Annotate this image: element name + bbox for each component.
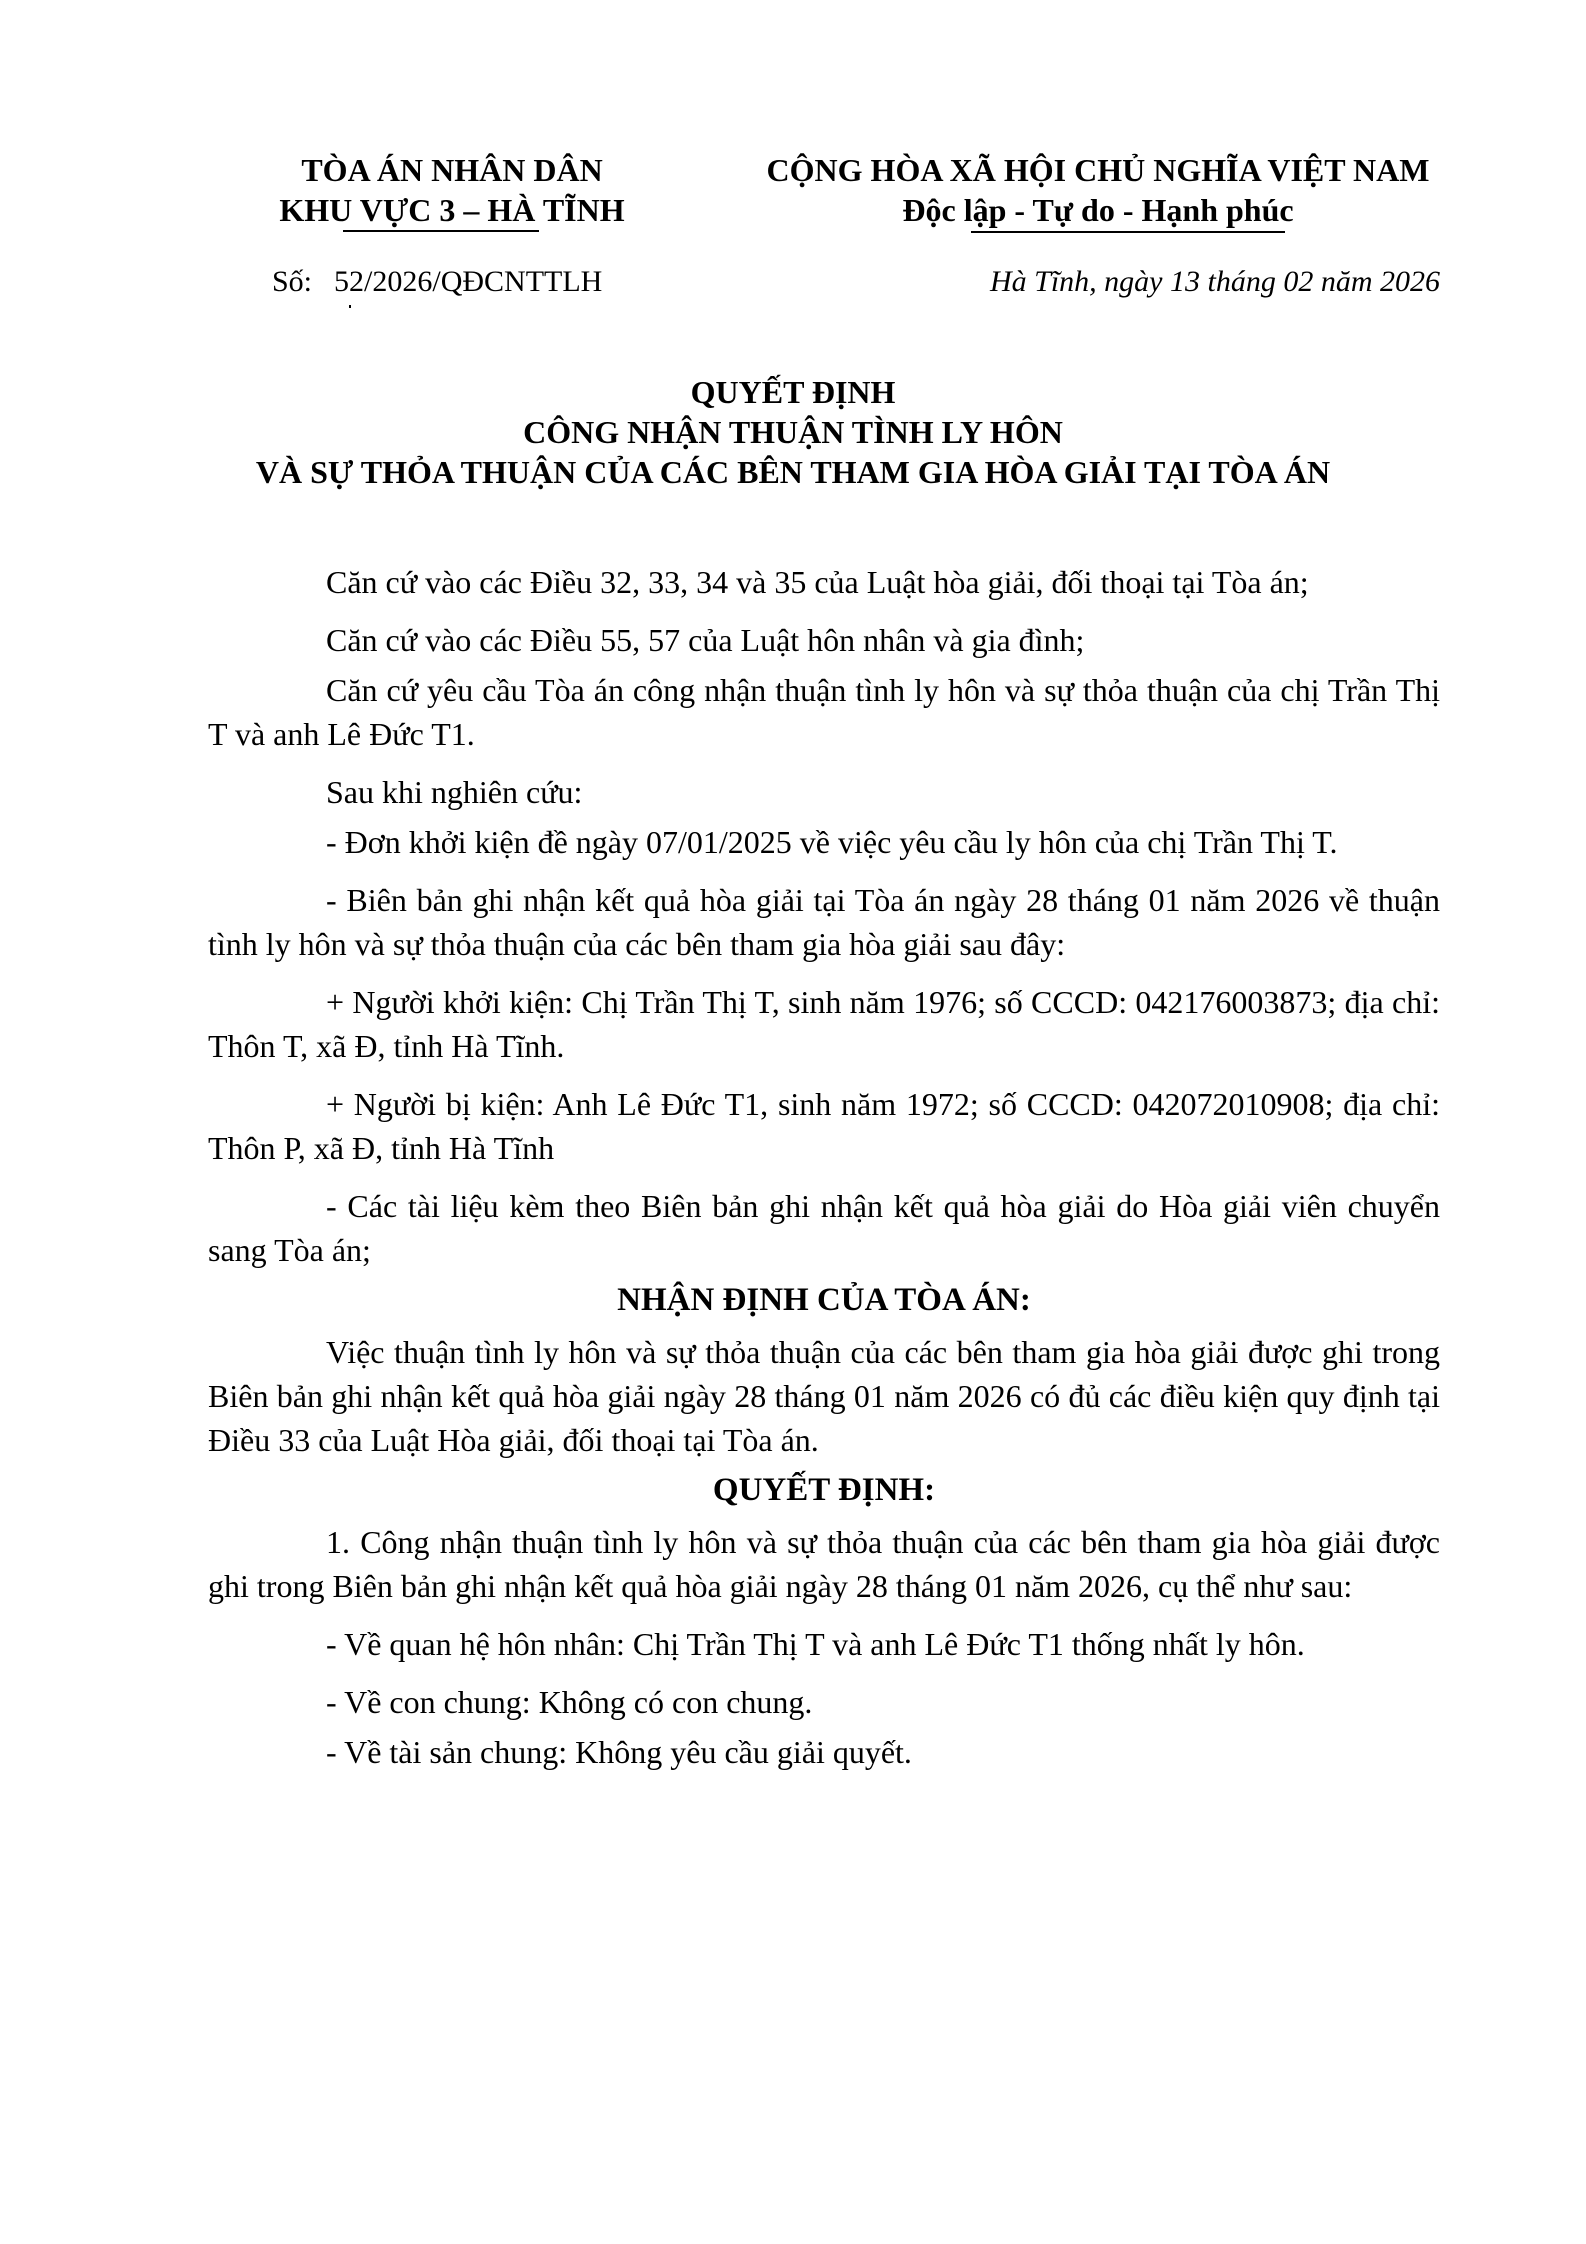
document-number [272,262,602,302]
document-number-value: 52/2026/QĐCNTTLH [334,265,603,298]
legal-basis-2: Căn cứ vào các Điều 55, 57 của Luật hôn nhân và gia đình; [326,622,1085,658]
stray-mark [349,305,351,308]
after-study: Sau khi nghiên cứu: [326,774,583,810]
court-name-line1: TÒA ÁN NHÂN DÂN [301,152,603,188]
title-line2: CÔNG NHẬN THUẬN TÌNH LY HÔN [523,414,1063,450]
court-finding-text: Việc thuận tình ly hôn và sự thỏa thuận của các bên tham gia hòa giải được ghi trong Biên bản ghi nhận kết quả hòa giải ngày 28 tháng 01 năm 2026 có đủ các điều kiện quy định tại Điều 33 của Luật Hòa giải, đối thoại tại Tòa án. [208,1334,1440,1458]
court-name-divider [343,230,539,232]
court-name-line2: KHU VỰC 3 – HÀ TĨNH [279,192,625,228]
decision-item: 1. Công nhận thuận tình ly hôn và sự thỏa thuận của các bên tham gia hòa giải được ghi trong Biên bản ghi nhận kết quả hòa giải ngày 28 tháng 01 năm 2026, cụ thể như sau: [208,1524,1440,1604]
studied-item-plaintiff: + Người khởi kiện: Chị Trần Thị T, sinh năm 1976; số CCCD: 042176003873; địa chỉ: Thôn T, xã Đ, tỉnh Hà Tĩnh. [208,984,1440,1064]
decision-heading: QUYẾT ĐỊNH: [712,1472,936,1508]
decision-item-children: - Về con chung: Không có con chung. [326,1684,813,1720]
studied-item: - Biên bản ghi nhận kết quả hòa giải tại Tòa án ngày 28 tháng 01 năm 2026 về thuận tình ly hôn và sự thỏa thuận của các bên tham gia hòa giải sau đây: [208,882,1440,962]
title-line1: QUYẾT ĐỊNH [690,374,896,410]
motto: Độc lập - Tự do - Hạnh phúc [902,192,1294,228]
place-date: Hà Tĩnh, ngày 13 tháng 02 năm 2026 [990,265,1440,298]
national-motto-header [748,150,1448,230]
studied-item: - Các tài liệu kèm theo Biên bản ghi nhận kết quả hòa giải do Hòa giải viên chuyển sang Tòa án; [208,1188,1440,1268]
decision-item-property: - Về tài sản chung: Không yêu cầu giải quyết. [326,1734,912,1770]
document-number-label: Số: [272,265,313,298]
studied-item: - Đơn khởi kiện đề ngày 07/01/2025 về việc yêu cầu ly hôn của chị Trần Thị T. [326,824,1338,860]
country-name: CỘNG HÒA XÃ HỘI CHỦ NGHĨA VIỆT NAM [766,152,1430,188]
motto-divider [971,231,1285,233]
document-body [208,560,1440,1780]
legal-basis-3: Căn cứ yêu cầu Tòa án công nhận thuận tình ly hôn và sự thỏa thuận của chị Trần Thị T và anh Lê Đức T1. [208,672,1440,752]
studied-item-defendant: + Người bị kiện: Anh Lê Đức T1, sinh năm 1972; số CCCD: 042072010908; địa chỉ: Thôn P, xã Đ, tỉnh Hà Tĩnh [208,1086,1440,1166]
title-line3: VÀ SỰ THỎA THUẬN CỦA CÁC BÊN THAM GIA HÒA GIẢI TẠI TÒA ÁN [255,454,1331,490]
legal-basis-1: Căn cứ vào các Điều 32, 33, 34 và 35 của Luật hòa giải, đối thoại tại Tòa án; [326,564,1309,600]
decision-item-marriage: - Về quan hệ hôn nhân: Chị Trần Thị T và anh Lê Đức T1 thống nhất ly hôn. [326,1626,1305,1662]
document-title [200,372,1386,492]
court-finding-heading: NHẬN ĐỊNH CỦA TÒA ÁN: [617,1282,1031,1318]
court-name-header [262,150,642,230]
